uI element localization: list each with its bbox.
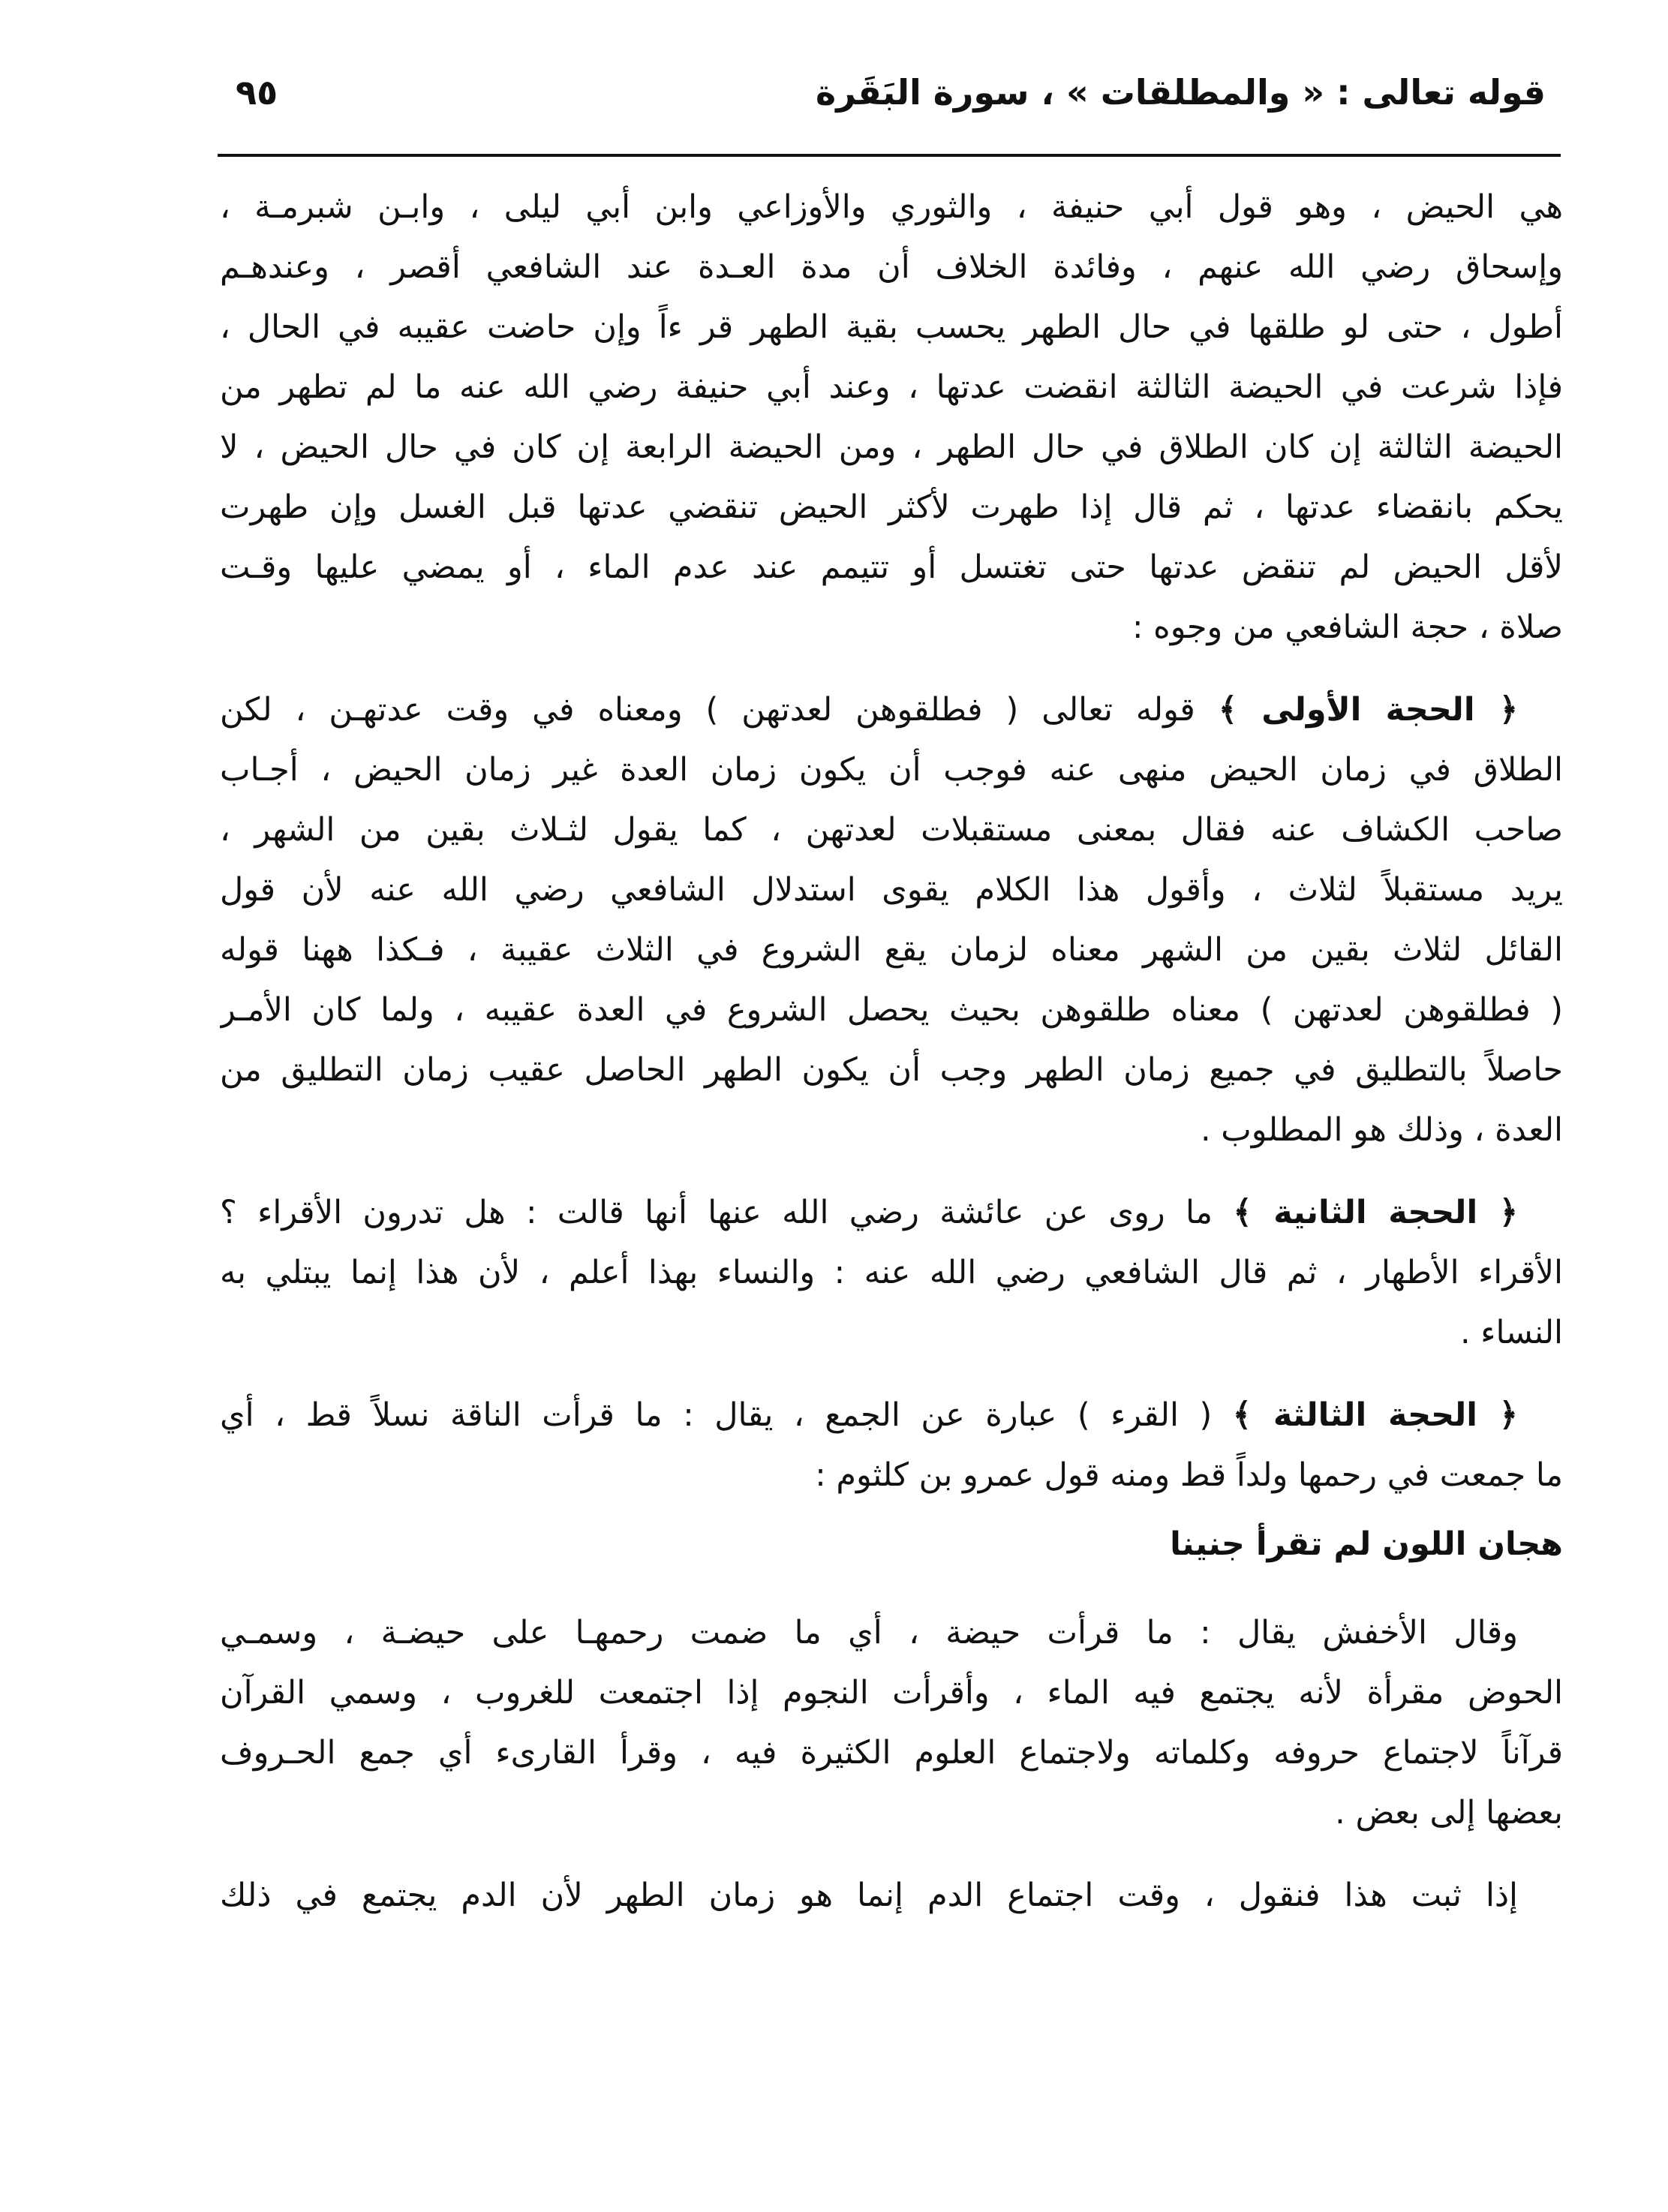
text-line — [220, 1183, 1563, 1243]
text-line: قرآناً لاجتماع حروفه وكلماته ولاجتماع العلوم الكثيرة فيه ، وقرأ القارىء أي جمع الحـروف — [220, 1734, 1563, 1772]
argument-heading: ﴿ الحجة الثانية ﴾ — [1233, 1194, 1519, 1231]
body-text — [220, 177, 1563, 1948]
text-line: وقال الأخفش يقال : ما قرأت حيضة ، أي ما ضمت رحمهـا على حيضـة ، وسمـي — [220, 1614, 1518, 1651]
argument-heading: ﴿ الحجة الثالثة ﴾ — [1232, 1396, 1519, 1434]
text-line-body: قوله تعالى ( فطلقوهن لعدتهن ) ومعناه في وقت عدتهـن ، لكن — [220, 691, 1195, 729]
text-line: ( فطلقوهن لعدتهن ) معناه طلقوهن بحيث يحصل الشروع في العدة عقيبه ، ولما كان الأمـر — [220, 991, 1563, 1029]
text-line: الحيضة الثالثة إن كان الطلاق في حال الطهر ، ومن الحيضة الرابعة إن كان في حال الحيض ، لا — [220, 428, 1563, 466]
text-line: الحوض مقرأة لأنه يجتمع فيه الماء ، وأقرأت النجوم إذا اجتمعت للغروب ، وسمي القرآن — [220, 1674, 1563, 1712]
text-line: أطول ، حتى لو طلقها في حال الطهر يحسب بقية الطهر قر ءاً وإن حاضت عقيبه في الحال ، — [220, 308, 1563, 346]
text-line: النساء . — [1459, 1314, 1563, 1351]
paragraph-second-argument — [220, 1183, 1563, 1363]
paragraph — [220, 1865, 1563, 1925]
page-number: ٩٥ — [236, 72, 278, 113]
page-header — [225, 72, 1546, 140]
poetry-verse: هجان اللون لم تقرأ جنينا — [1170, 1525, 1563, 1563]
text-line: إذا ثبت هذا فنقول ، وقت اجتماع الدم إنما هو زمان الطهر لأن الدم يجتمع في ذلك — [220, 1877, 1518, 1914]
text-line: الطلاق في زمان الحيض منهى عنه فوجب أن يكون زمان العدة غير زمان الحيض ، أجـاب — [220, 751, 1563, 789]
text-line — [220, 680, 1563, 740]
text-line: ما جمعت في رحمها ولداً قط ومنه قول عمرو بن كلثوم : — [815, 1456, 1563, 1494]
text-line: وإسحاق رضي الله عنهم ، وفائدة الخلاف أن مدة العـدة عند الشافعي أقصر ، وعندهـم — [220, 248, 1563, 286]
text-line: العدة ، وذلك هو المطلوب . — [1200, 1111, 1563, 1149]
text-line — [220, 1385, 1563, 1445]
text-line-body: ( القرء ) عبارة عن الجمع ، يقال : ما قرأت الناقة نسلاً قط ، أي — [220, 1396, 1213, 1434]
paragraph — [220, 177, 1563, 657]
paragraph-third-argument — [220, 1385, 1563, 1505]
text-line: يحكم بانقضاء عدتها ، ثم قال إذا طهرت لأكثر الحيض تنقضي عدتها قبل الغسل وإن طهرت — [220, 488, 1563, 526]
text-line: هي الحيض ، وهو قول أبي حنيفة ، والثوري والأوزاعي وابن أبي ليلى ، وابـن شبرمـة ، — [220, 188, 1563, 226]
text-line: صاحب الكشاف عنه فقال بمعنى مستقبلات لعدتهن ، كما يقول لثـلاث بقين من الشهر ، — [220, 811, 1563, 849]
text-line: لأقل الحيض لم تنقض عدتها حتى تغتسل أو تتيمم عند عدم الماء ، أو يمضي عليها وقـت — [220, 548, 1563, 586]
running-title: قوله تعالى : « والمطلقات » ، سورة البَقَرة — [816, 72, 1546, 113]
paragraph-first-argument — [220, 680, 1563, 1160]
text-line-body: ما روى عن عائشة رضي الله عنها أنها قالت : هل تدرون الأقراء ؟ — [220, 1194, 1213, 1231]
text-line: صلاة ، حجة الشافعي من وجوه : — [1132, 609, 1563, 646]
text-line: فإذا شرعت في الحيضة الثالثة انقضت عدتها ، وعند أبي حنيفة رضي الله عنه ما لم تطهر من — [220, 368, 1563, 406]
header-rule — [218, 154, 1561, 157]
text-line: بعضها إلى بعض . — [1335, 1794, 1563, 1832]
text-line: يريد مستقبلاً لثلاث ، وأقول هذا الكلام يقوى استدلال الشافعي رضي الله عنه لأن قول — [220, 871, 1563, 909]
text-line: القائل لثلاث بقين من الشهر معناه لزمان يقع الشروع في الثلاث عقيبة ، فـكذا ههنا قوله — [220, 931, 1563, 969]
paragraph — [220, 1603, 1563, 1843]
text-line: الأقراء الأطهار ، ثم قال الشافعي رضي الله عنه : والنساء بهذا أعلم ، لأن هذا إنما يبتلي به — [220, 1254, 1563, 1291]
argument-heading: ﴿ الحجة الأولى ﴾ — [1218, 691, 1519, 729]
text-line: حاصلاً بالتطليق في جميع زمان الطهر وجب أن يكون الطهر الحاصل عقيب زمان التطليق من — [220, 1051, 1563, 1089]
